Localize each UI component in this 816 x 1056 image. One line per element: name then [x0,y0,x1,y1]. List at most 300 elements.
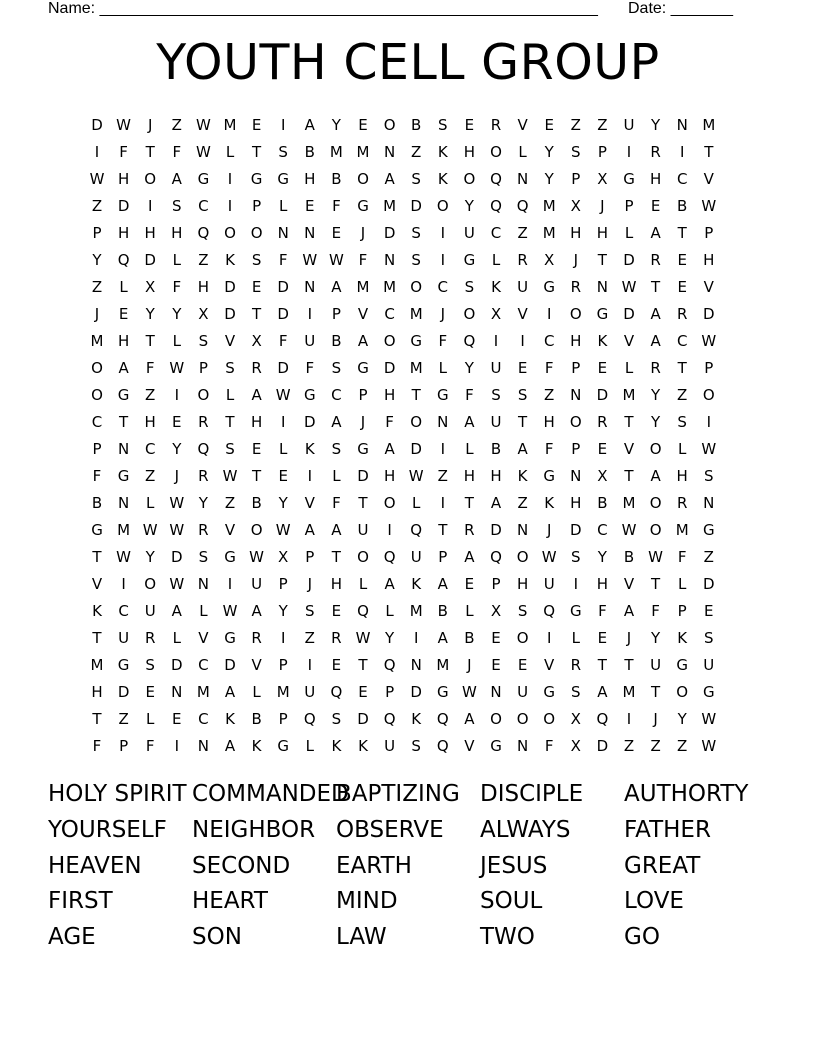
grid-letter[interactable]: R [570,656,582,674]
grid-letter[interactable]: K [437,143,448,161]
grid-letter[interactable]: Y [651,116,661,134]
grid-letter[interactable]: L [199,602,208,620]
grid-letter[interactable]: F [544,359,554,377]
grid-letter[interactable]: W [195,143,211,161]
name-field-label[interactable]: Name: ________________________________________________________ [48,0,598,17]
grid-letter[interactable]: Y [145,548,155,566]
grid-letter[interactable]: H [490,467,502,485]
grid-letter[interactable]: O [516,629,529,647]
grid-letter[interactable]: O [676,683,689,701]
grid-letter[interactable]: E [491,656,501,674]
grid-letter[interactable]: D [171,656,183,674]
grid-letter[interactable]: Y [651,386,661,404]
grid-letter[interactable]: H [144,224,156,242]
grid-letter[interactable]: W [701,440,717,458]
grid-letter[interactable]: O [516,548,529,566]
grid-letter[interactable]: M [223,116,237,134]
grid-letter[interactable]: A [251,386,262,404]
grid-letter[interactable]: C [597,521,608,539]
grid-letter[interactable]: W [169,521,185,539]
grid-letter[interactable]: O [490,143,502,161]
grid-letter[interactable]: G [436,683,449,701]
grid-letter[interactable]: U [703,656,715,674]
grid-letter[interactable]: J [626,629,632,647]
grid-letter[interactable]: O [516,710,529,728]
grid-letter[interactable]: I [227,575,233,593]
grid-letter[interactable]: S [145,656,155,674]
grid-letter[interactable]: W [621,521,637,539]
grid-letter[interactable]: K [225,251,235,269]
grid-letter[interactable]: P [571,440,581,458]
grid-letter[interactable]: U [623,116,635,134]
grid-letter[interactable]: F [544,737,554,755]
grid-letter[interactable]: S [704,467,714,485]
grid-letter[interactable]: T [438,521,448,539]
grid-letter[interactable]: P [385,683,395,701]
grid-letter[interactable]: V [224,521,236,539]
grid-letter[interactable]: D [277,305,289,323]
grid-letter[interactable]: M [409,602,423,620]
grid-letter[interactable]: L [624,359,634,377]
grid-letter[interactable]: V [623,575,635,593]
grid-letter[interactable]: S [571,548,581,566]
grid-letter[interactable]: N [383,143,396,161]
grid-letter[interactable]: Q [383,710,396,728]
grid-letter[interactable]: H [649,170,662,188]
grid-letter[interactable]: B [251,710,262,728]
grid-letter[interactable]: S [411,170,421,188]
grid-letter[interactable]: G [490,737,502,755]
grid-letter[interactable]: G [463,251,476,269]
grid-letter[interactable]: D [91,116,103,134]
grid-letter[interactable]: N [516,521,529,539]
grid-letter[interactable]: A [623,602,635,620]
grid-letter[interactable]: W [116,548,132,566]
grid-letter[interactable]: Q [490,548,502,566]
grid-letter[interactable]: E [677,278,687,296]
grid-letter[interactable]: R [650,359,661,377]
grid-letter[interactable]: G [702,683,715,701]
grid-letter[interactable]: A [304,521,315,539]
grid-letter[interactable]: E [331,656,342,674]
grid-letter[interactable]: M [90,656,104,674]
grid-letter[interactable]: X [278,548,289,566]
grid-letter[interactable]: J [360,224,366,242]
grid-letter[interactable]: G [117,386,130,404]
grid-letter[interactable]: Y [651,413,661,431]
grid-letter[interactable]: P [438,548,448,566]
grid-letter[interactable]: G [250,170,263,188]
grid-letter[interactable]: I [546,305,552,323]
grid-letter[interactable]: A [650,332,661,350]
grid-letter[interactable]: G [623,170,635,188]
grid-letter[interactable]: L [518,143,527,161]
grid-letter[interactable]: M [622,494,636,512]
grid-letter[interactable]: R [676,305,688,323]
grid-letter[interactable]: G [676,656,688,674]
grid-letter[interactable]: D [703,305,715,323]
grid-letter[interactable]: N [570,386,582,404]
grid-letter[interactable]: R [198,521,209,539]
grid-letter[interactable]: J [600,197,605,215]
grid-letter[interactable]: U [384,737,396,755]
grid-letter[interactable]: O [91,359,103,377]
grid-letter[interactable]: P [597,143,607,161]
grid-letter[interactable]: F [145,737,155,755]
grid-letter[interactable]: F [358,251,368,269]
grid-letter[interactable]: W [116,116,132,134]
grid-letter[interactable]: J [467,656,472,674]
grid-letter[interactable]: Z [623,737,635,755]
grid-letter[interactable]: S [517,386,528,404]
grid-letter[interactable]: L [172,251,181,269]
grid-letter[interactable]: M [196,683,210,701]
grid-letter[interactable]: U [304,683,316,701]
grid-letter[interactable]: X [597,170,608,188]
grid-letter[interactable]: H [304,170,316,188]
grid-letter[interactable]: L [279,197,288,215]
grid-letter[interactable]: G [303,386,316,404]
grid-letter[interactable]: N [490,683,502,701]
grid-letter[interactable]: E [464,575,475,593]
grid-letter[interactable]: I [227,197,233,215]
grid-letter[interactable]: L [146,494,155,512]
grid-letter[interactable]: X [198,305,209,323]
grid-letter[interactable]: D [224,278,236,296]
grid-letter[interactable]: U [304,332,316,350]
grid-letter[interactable]: T [358,494,368,512]
grid-letter[interactable]: E [251,278,262,296]
grid-letter[interactable]: H [596,224,609,242]
grid-letter[interactable]: Q [410,521,423,539]
grid-letter[interactable]: K [411,710,422,728]
grid-letter[interactable]: L [279,440,288,458]
grid-letter[interactable]: Q [197,440,210,458]
grid-letter[interactable]: R [251,359,262,377]
grid-letter[interactable]: H [330,575,343,593]
grid-letter[interactable]: Q [303,710,316,728]
grid-letter[interactable]: X [251,332,262,350]
grid-letter[interactable]: A [251,602,262,620]
grid-letter[interactable]: U [650,656,662,674]
grid-letter[interactable]: F [278,332,288,350]
grid-letter[interactable]: W [701,197,717,215]
grid-letter[interactable]: E [517,656,528,674]
grid-letter[interactable]: G [224,548,236,566]
grid-letter[interactable]: C [676,332,688,350]
grid-letter[interactable]: A [597,683,608,701]
grid-letter[interactable]: I [626,710,632,728]
grid-letter[interactable]: Z [677,737,688,755]
grid-letter[interactable]: O [144,170,157,188]
grid-letter[interactable]: Y [677,710,687,728]
grid-letter[interactable]: K [358,737,368,755]
grid-letter[interactable]: V [91,575,103,593]
grid-letter[interactable]: J [573,251,579,269]
grid-letter[interactable]: O [224,224,236,242]
grid-letter[interactable]: J [307,575,313,593]
grid-letter[interactable]: A [384,575,395,593]
grid-letter[interactable]: O [649,521,662,539]
grid-letter[interactable]: M [622,683,636,701]
grid-letter[interactable]: R [198,413,209,431]
grid-letter[interactable]: S [198,548,209,566]
grid-letter[interactable]: A [464,710,475,728]
grid-letter[interactable]: Y [278,494,288,512]
grid-letter[interactable]: C [490,224,502,242]
grid-letter[interactable]: G [91,521,103,539]
grid-letter[interactable]: W [648,548,664,566]
grid-letter[interactable]: U [543,575,555,593]
grid-letter[interactable]: C [118,602,129,620]
grid-letter[interactable]: T [677,359,687,377]
grid-letter[interactable]: C [91,413,103,431]
grid-letter[interactable]: A [464,548,475,566]
grid-letter[interactable]: P [305,548,315,566]
grid-letter[interactable]: F [598,602,607,620]
grid-letter[interactable]: R [198,467,209,485]
grid-letter[interactable]: N [596,278,608,296]
grid-letter[interactable]: A [437,629,448,647]
grid-letter[interactable]: P [571,170,581,188]
date-field-label[interactable]: Date: _______ [628,0,733,17]
grid-letter[interactable]: K [437,170,448,188]
grid-letter[interactable]: Z [437,467,448,485]
grid-letter[interactable]: F [172,143,182,161]
grid-letter[interactable]: U [490,359,502,377]
grid-letter[interactable]: X [544,251,555,269]
grid-letter[interactable]: V [544,656,555,674]
grid-letter[interactable]: H [383,386,396,404]
grid-letter[interactable]: H [570,494,582,512]
grid-letter[interactable]: B [331,170,342,188]
grid-letter[interactable]: T [331,548,341,566]
grid-letter[interactable]: D [703,575,715,593]
grid-letter[interactable]: F [465,386,474,404]
grid-letter[interactable]: V [357,305,369,323]
grid-letter[interactable]: K [225,710,235,728]
grid-letter[interactable]: G [569,602,582,620]
grid-letter[interactable]: N [117,494,130,512]
grid-letter[interactable]: A [490,494,502,512]
grid-letter[interactable]: Y [544,143,554,161]
grid-letter[interactable]: D [410,197,422,215]
grid-letter[interactable]: V [304,494,315,512]
grid-letter[interactable]: R [490,116,502,134]
grid-letter[interactable]: F [438,332,448,350]
grid-letter[interactable]: Q [490,197,502,215]
grid-letter[interactable]: M [542,197,556,215]
grid-letter[interactable]: X [570,197,581,215]
grid-letter[interactable]: B [304,143,315,161]
grid-letter[interactable]: A [464,413,475,431]
grid-letter[interactable]: A [171,602,182,620]
grid-letter[interactable]: F [278,251,288,269]
grid-letter[interactable]: E [331,602,342,620]
grid-letter[interactable]: I [227,170,233,188]
grid-letter[interactable]: X [145,278,156,296]
grid-letter[interactable]: U [251,575,263,593]
grid-letter[interactable]: L [412,494,421,512]
grid-letter[interactable]: W [701,737,717,755]
grid-letter[interactable]: I [573,575,579,593]
grid-letter[interactable]: E [597,359,608,377]
grid-letter[interactable]: T [411,386,421,404]
grid-letter[interactable]: I [546,629,552,647]
grid-letter[interactable]: J [147,116,153,134]
grid-letter[interactable]: B [623,548,635,566]
grid-letter[interactable]: V [623,440,635,458]
grid-letter[interactable]: V [251,656,262,674]
grid-letter[interactable]: A [384,440,395,458]
grid-letter[interactable]: M [383,197,397,215]
grid-letter[interactable]: T [92,710,102,728]
grid-letter[interactable]: B [464,629,475,647]
grid-letter[interactable]: G [117,467,130,485]
grid-letter[interactable]: S [278,143,288,161]
grid-letter[interactable]: H [543,413,555,431]
grid-letter[interactable]: U [357,521,369,539]
grid-letter[interactable]: H [570,332,582,350]
grid-letter[interactable]: C [198,197,209,215]
grid-letter[interactable]: W [621,278,637,296]
grid-letter[interactable]: H [250,413,263,431]
grid-letter[interactable]: N [516,170,529,188]
grid-letter[interactable]: X [597,467,608,485]
grid-letter[interactable]: Z [145,467,156,485]
grid-letter[interactable]: I [440,494,446,512]
grid-letter[interactable]: Y [172,440,182,458]
grid-letter[interactable]: N [197,737,209,755]
grid-letter[interactable]: E [358,683,368,701]
grid-letter[interactable]: F [92,737,102,755]
grid-letter[interactable]: Z [677,386,688,404]
grid-letter[interactable]: Y [544,170,554,188]
grid-letter[interactable]: D [357,710,369,728]
grid-letter[interactable]: Z [304,629,315,647]
grid-letter[interactable]: I [280,116,286,134]
grid-letter[interactable]: E [331,224,342,242]
grid-letter[interactable]: I [413,629,419,647]
grid-letter[interactable]: H [171,224,183,242]
grid-letter[interactable]: O [383,332,396,350]
grid-letter[interactable]: M [702,116,716,134]
grid-letter[interactable]: U [490,413,502,431]
grid-letter[interactable]: E [251,440,262,458]
grid-letter[interactable]: W [541,548,557,566]
grid-letter[interactable]: L [252,683,261,701]
grid-letter[interactable]: J [653,710,658,728]
grid-letter[interactable]: Z [145,386,156,404]
grid-letter[interactable]: B [251,494,262,512]
grid-letter[interactable]: W [169,575,185,593]
grid-letter[interactable]: D [623,251,635,269]
grid-letter[interactable]: H [117,332,130,350]
grid-letter[interactable]: P [571,359,581,377]
grid-letter[interactable]: S [411,737,421,755]
grid-letter[interactable]: V [517,305,528,323]
grid-letter[interactable]: S [331,710,342,728]
grid-letter[interactable]: O [410,413,423,431]
grid-letter[interactable]: G [702,521,715,539]
grid-letter[interactable]: W [169,359,185,377]
grid-letter[interactable]: Q [436,737,449,755]
grid-letter[interactable]: O [436,197,449,215]
grid-letter[interactable]: T [597,656,607,674]
grid-letter[interactable]: C [198,656,209,674]
grid-letter[interactable]: S [704,629,714,647]
grid-letter[interactable]: M [276,683,290,701]
grid-letter[interactable]: M [409,305,423,323]
grid-letter[interactable]: P [278,710,288,728]
grid-letter[interactable]: R [650,251,661,269]
grid-letter[interactable]: W [355,629,371,647]
grid-letter[interactable]: W [302,251,318,269]
grid-letter[interactable]: M [329,143,343,161]
grid-letter[interactable]: W [408,467,424,485]
grid-letter[interactable]: L [465,602,474,620]
grid-letter[interactable]: A [357,332,369,350]
grid-letter[interactable]: O [144,575,157,593]
grid-letter[interactable]: A [331,521,342,539]
grid-letter[interactable]: F [145,359,155,377]
grid-letter[interactable]: N [383,251,396,269]
grid-letter[interactable]: U [118,629,130,647]
grid-letter[interactable]: P [704,224,714,242]
grid-letter[interactable]: W [222,602,238,620]
grid-letter[interactable]: I [387,521,392,539]
grid-letter[interactable]: I [493,332,499,350]
grid-letter[interactable]: O [250,224,263,242]
grid-letter[interactable]: K [411,575,422,593]
grid-letter[interactable]: T [252,143,262,161]
grid-letter[interactable]: T [252,305,262,323]
grid-letter[interactable]: Q [436,710,449,728]
grid-letter[interactable]: Z [171,116,182,134]
grid-letter[interactable]: Q [330,683,343,701]
grid-letter[interactable]: P [119,737,129,755]
grid-letter[interactable]: J [94,305,100,323]
grid-letter[interactable]: P [677,602,687,620]
grid-letter[interactable]: Y [172,305,182,323]
grid-letter[interactable]: F [172,278,182,296]
grid-letter[interactable]: X [570,710,581,728]
grid-letter[interactable]: Z [91,278,103,296]
grid-letter[interactable]: C [676,170,688,188]
grid-letter[interactable]: W [701,332,717,350]
grid-letter[interactable]: P [491,575,501,593]
grid-letter[interactable]: V [703,278,714,296]
grid-letter[interactable]: T [92,548,102,566]
grid-letter[interactable]: C [543,332,555,350]
grid-letter[interactable]: I [307,467,313,485]
grid-letter[interactable]: I [440,440,446,458]
grid-letter[interactable]: M [117,521,131,539]
grid-letter[interactable]: S [411,251,421,269]
grid-letter[interactable]: H [676,467,688,485]
grid-letter[interactable]: H [596,575,609,593]
grid-letter[interactable]: G [357,440,369,458]
grid-letter[interactable]: Y [92,251,102,269]
grid-letter[interactable]: A [118,359,129,377]
grid-letter[interactable]: S [225,359,235,377]
grid-letter[interactable]: O [383,494,396,512]
grid-letter[interactable]: D [410,440,422,458]
grid-letter[interactable]: M [356,143,370,161]
grid-letter[interactable]: E [650,197,661,215]
grid-letter[interactable]: A [224,737,236,755]
grid-letter[interactable]: T [651,278,661,296]
